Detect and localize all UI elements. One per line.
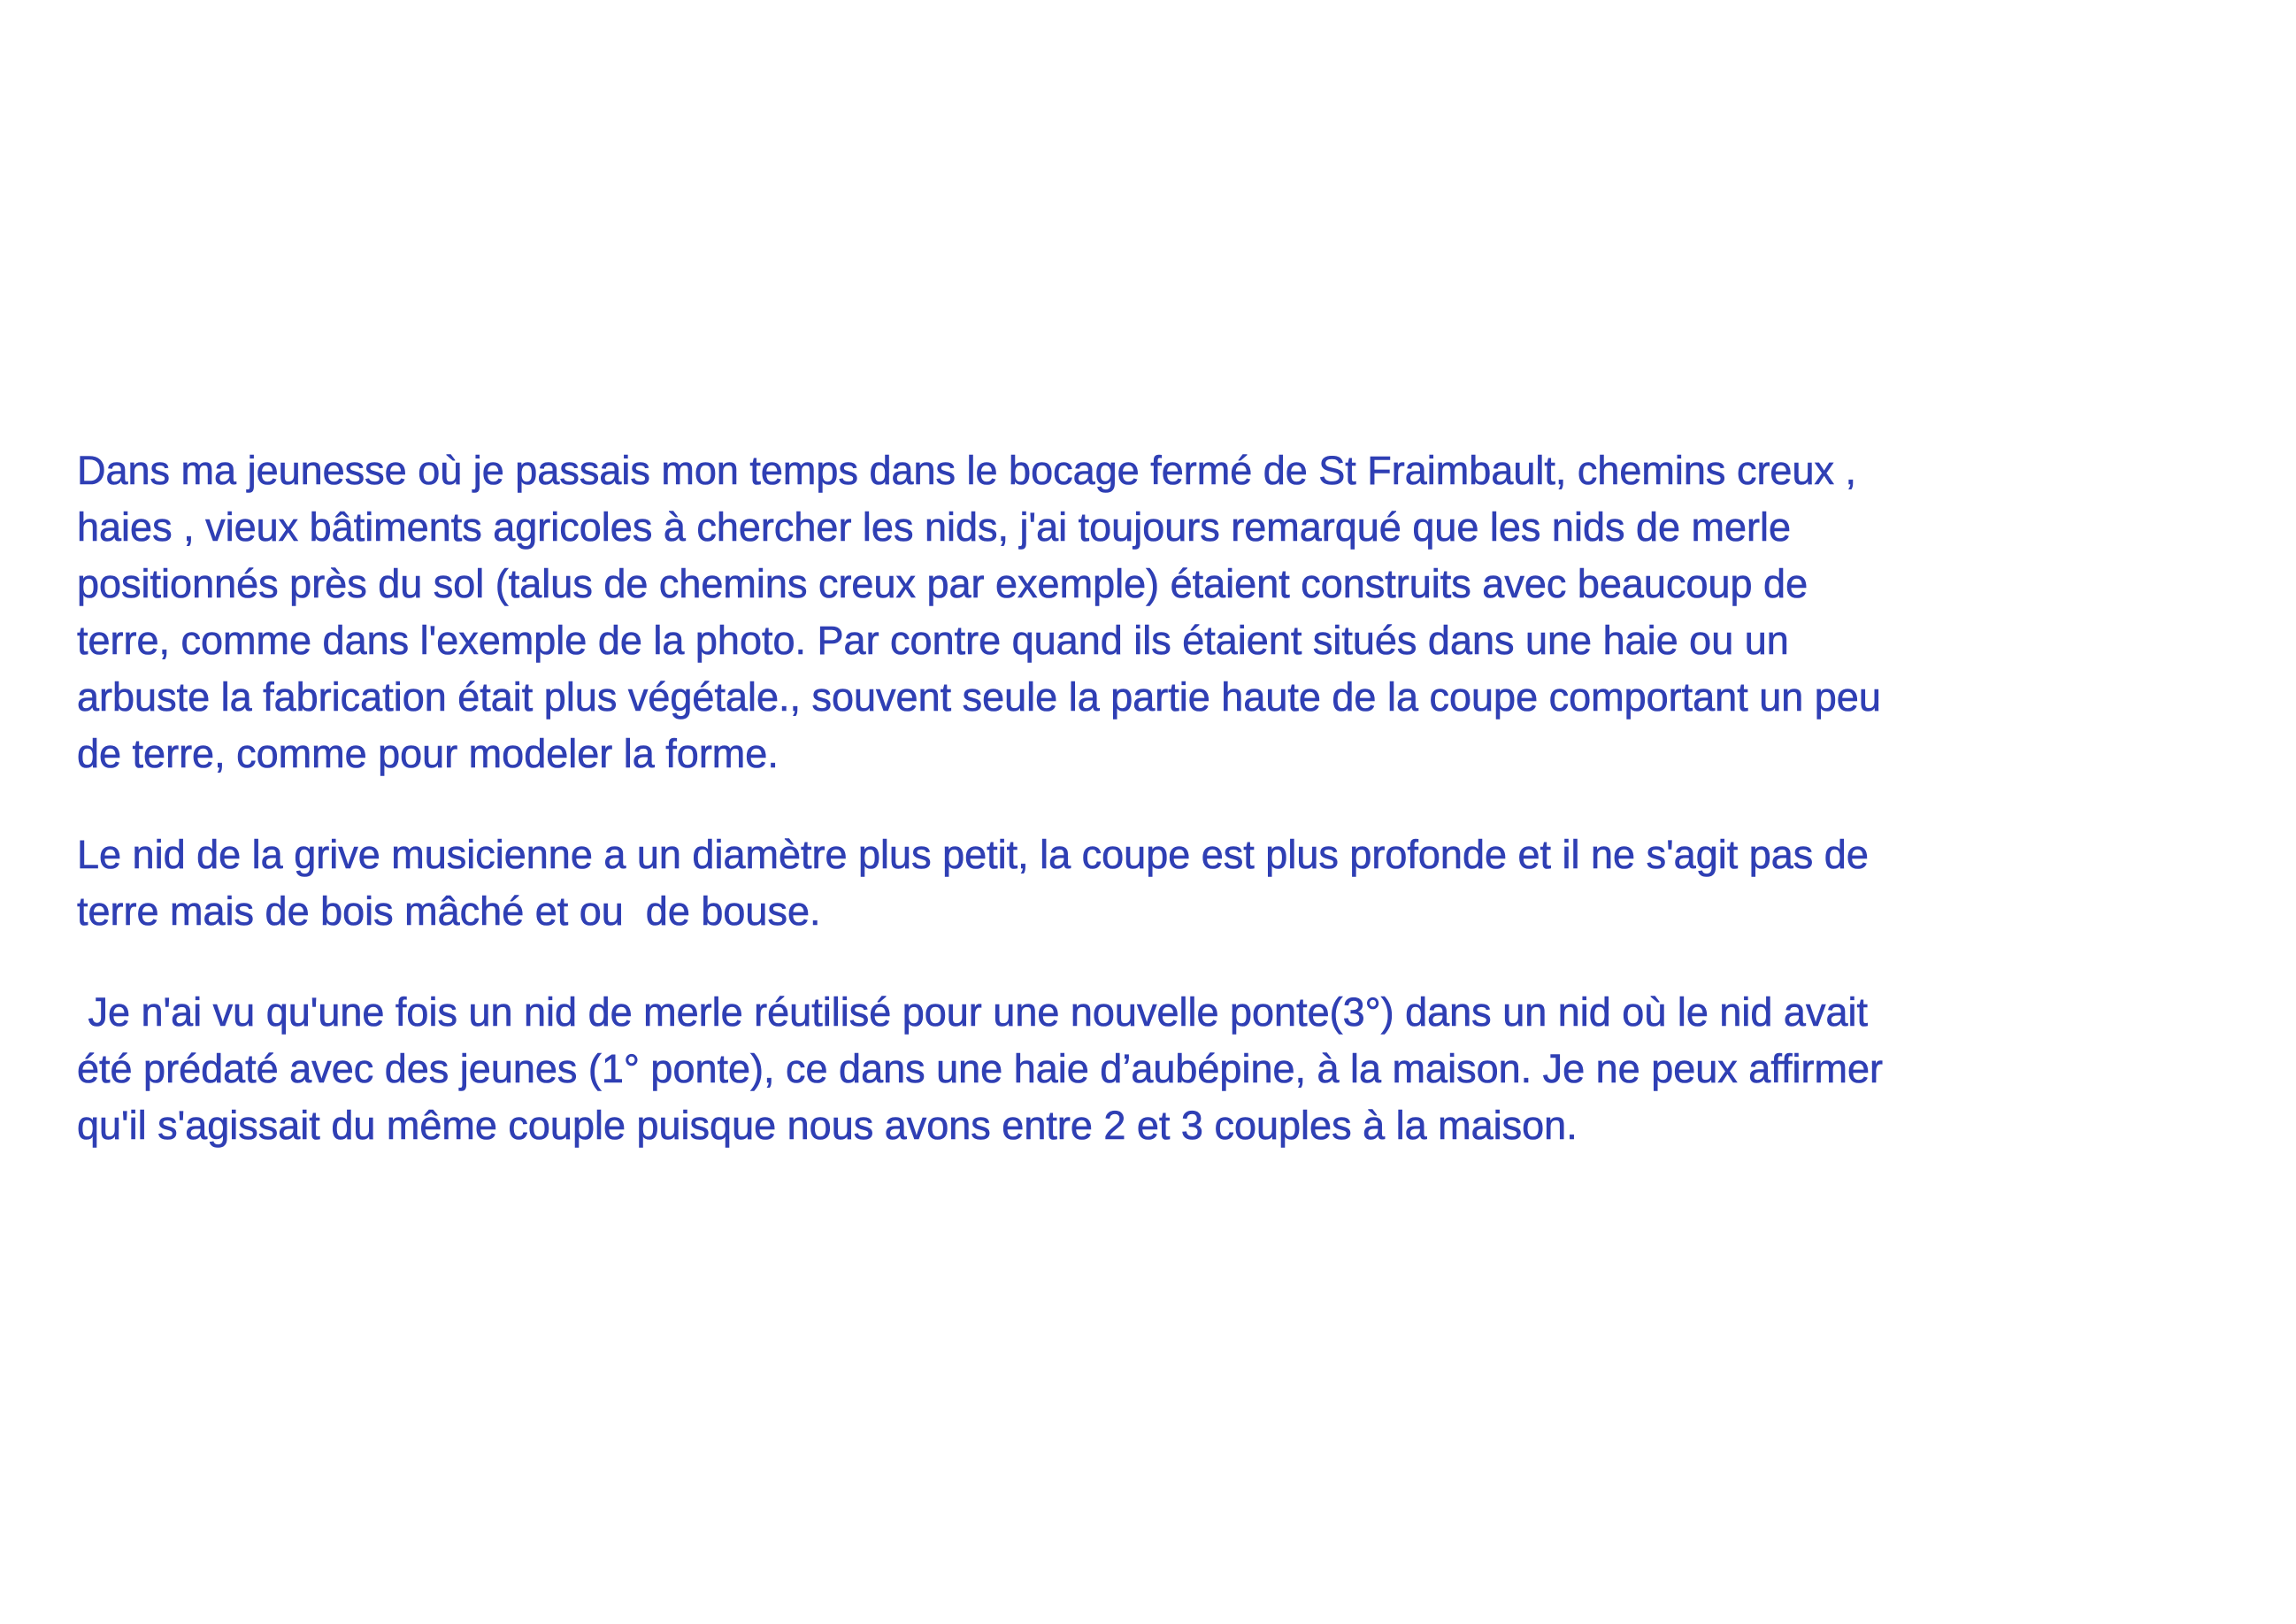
- text-line: de terre, comme pour modeler la forme.: [77, 731, 779, 776]
- text-line: haies , vieux bâtiments agricoles à chercher les nids, j'ai toujours remarqué que les nids de merle: [77, 504, 1792, 550]
- text-line: arbuste la fabrication était plus végétale., souvent seule la partie haute de la coupe comportant un peu: [77, 674, 1881, 720]
- text-line: positionnés près du sol (talus de chemins creux par exemple) étaient construits avec beaucoup de: [77, 561, 1808, 606]
- paragraph-3: [77, 984, 2262, 1154]
- document-body: [77, 443, 2262, 1198]
- paragraph-2: [77, 827, 2262, 940]
- text-line: Je n'ai vu qu'une fois un nid de merle réutilisé pour une nouvelle ponte(3°) dans un nid où le nid avait: [77, 989, 1868, 1035]
- text-line: Le nid de la grive musicienne a un diamètre plus petit, la coupe est plus profonde et il ne s'agit pas de: [77, 832, 1869, 877]
- text-line: terre, comme dans l'exemple de la photo. Par contre quand ils étaient situés dans une haie ou un: [77, 618, 1789, 663]
- text-line: Dans ma jeunesse où je passais mon temps dans le bocage fermé de St Fraimbault, chemins creux ,: [77, 448, 1856, 493]
- paragraph-1: [77, 443, 2262, 782]
- text-line: qu'il s'agissait du même couple puisque nous avons entre 2 et 3 couples à la maison.: [77, 1103, 1578, 1148]
- text-line: terre mais de bois mâché et ou de bouse.: [77, 889, 821, 934]
- text-line: été prédaté avec des jeunes (1° ponte), ce dans une haie d’aubépine, à la maison. Je ne peux affirmer: [77, 1046, 1883, 1091]
